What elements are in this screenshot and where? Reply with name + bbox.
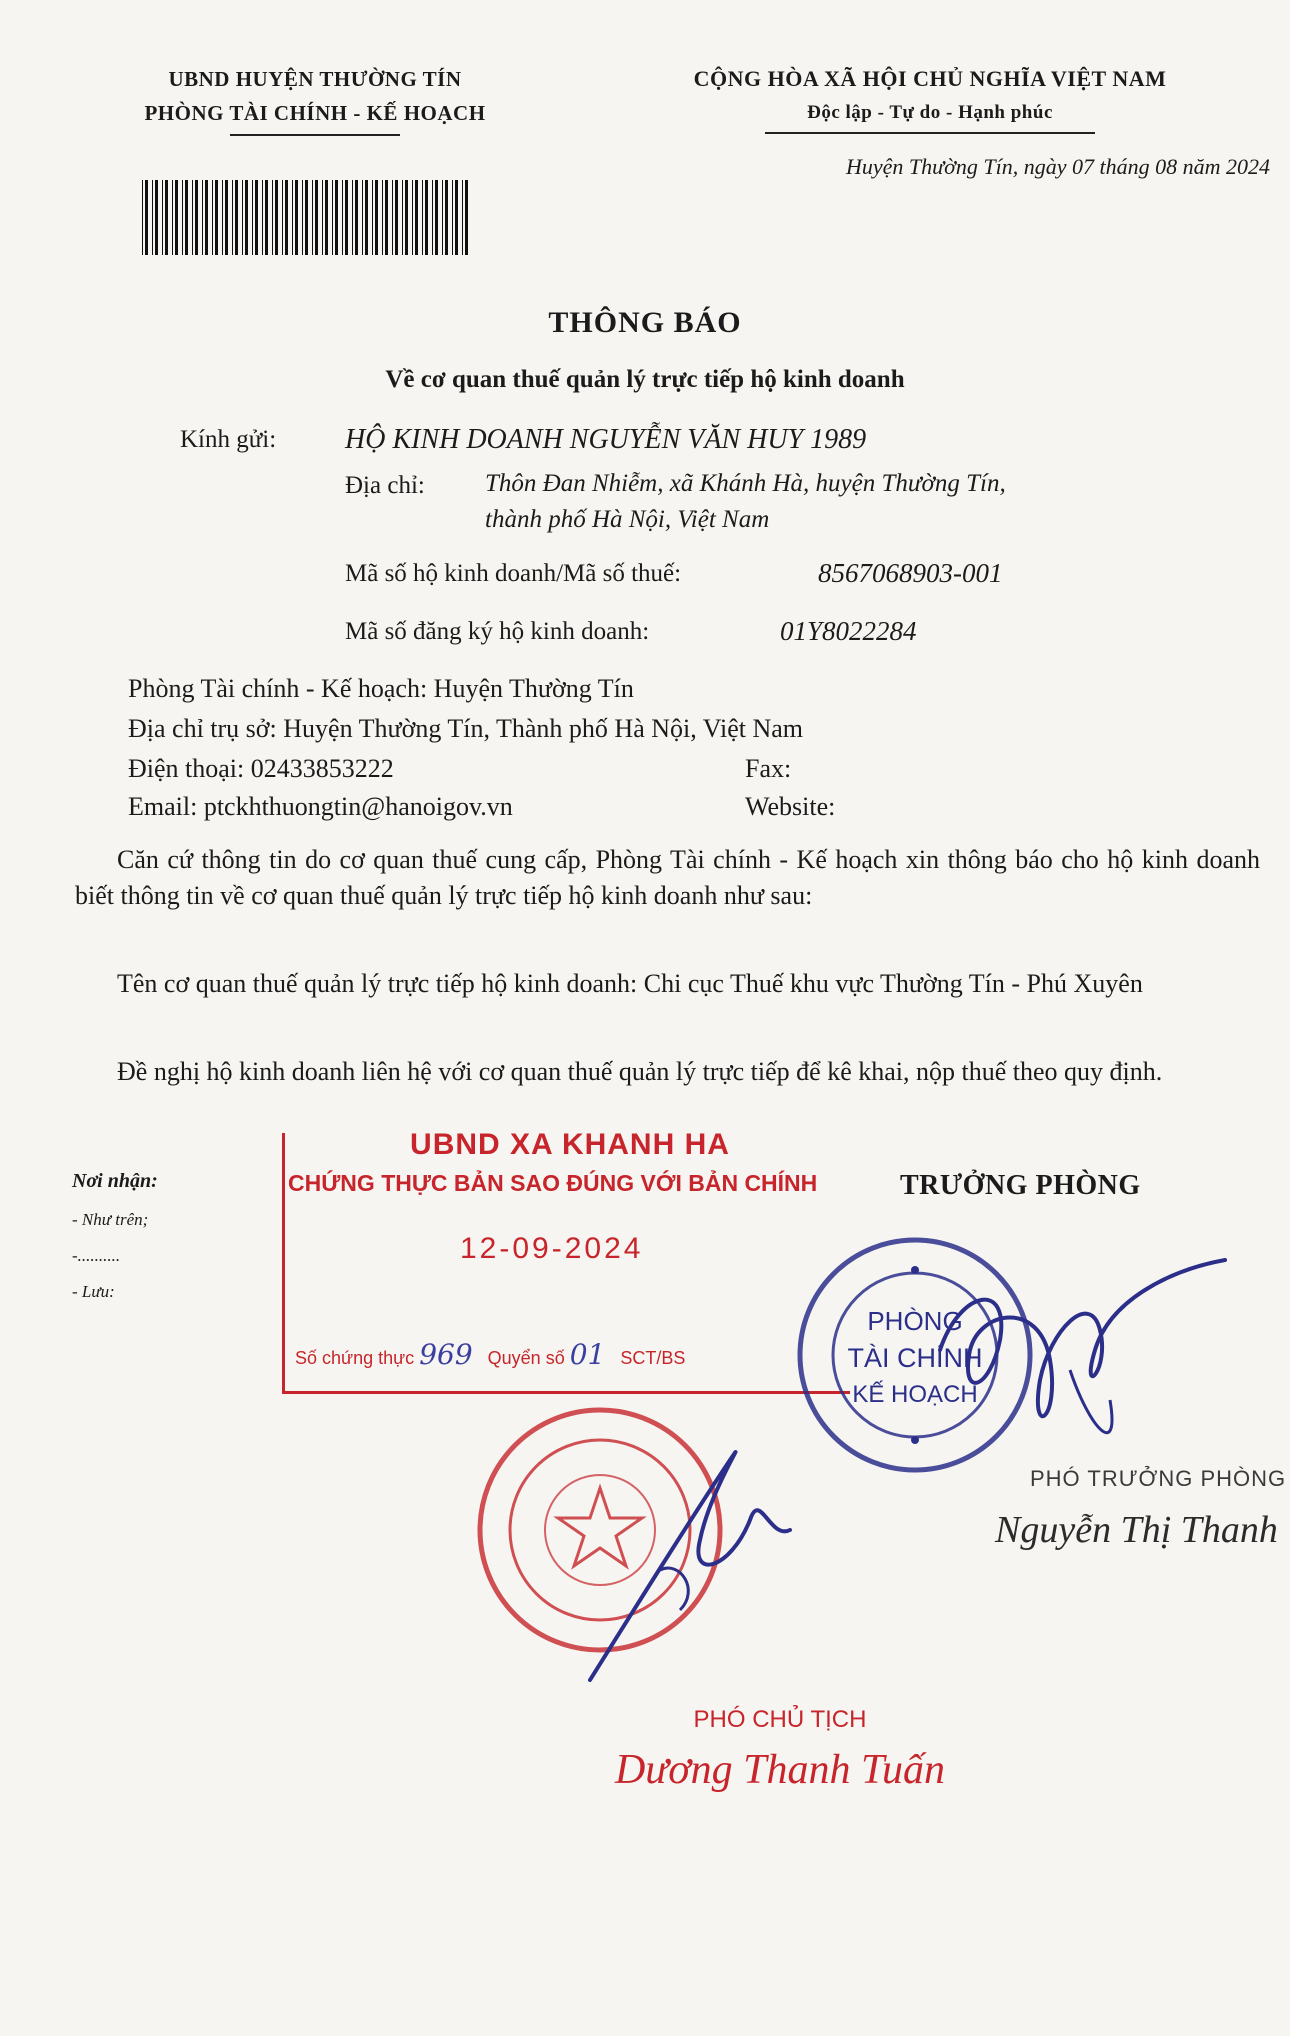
cert-book-label: Quyển số <box>487 1348 565 1368</box>
document-subtitle: Về cơ quan thuế quản lý trực tiếp hộ kinh doanh <box>385 366 905 393</box>
recipient-address-label: Địa chỉ: <box>345 472 425 499</box>
seal-line3: KẾ HOẠCH <box>852 1381 978 1408</box>
office-email: Email: ptckhthuongtin@hanoigov.vn <box>128 792 513 821</box>
office-website: Website: <box>745 792 836 821</box>
signer-title: TRƯỞNG PHÒNG <box>900 1170 1141 1201</box>
tax-code-value: 8567068903-001 <box>818 558 1003 588</box>
body-paragraph-2: Tên cơ quan thuế quản lý trực tiếp hộ kinh doanh: Chi cục Thuế khu vực Thường Tín - Phú Xuyên <box>117 969 1143 998</box>
seal-line1: PHÒNG <box>867 1306 963 1336</box>
cert-book-value: 01 <box>569 1338 606 1371</box>
certification-stamp-numbers <box>295 1338 685 1371</box>
body-paragraph-3: Đề nghị hộ kinh doanh liên hệ với cơ quan thuế quản lý trực tiếp để kê khai, nộp thuế theo quy định. <box>117 1057 1163 1086</box>
issuer-header <box>70 62 560 136</box>
vice-chair-name: Dương Thanh Tuấn <box>614 1747 946 1793</box>
cert-number-label: Số chứng thực <box>295 1348 415 1368</box>
recipient-address-line2: thành phố Hà Nội, Việt Nam <box>485 506 770 533</box>
certification-stamp-authority: UBND XA KHANH HA <box>410 1128 730 1161</box>
national-header <box>600 62 1260 134</box>
issue-date: Huyện Thường Tín, ngày 07 tháng 08 năm 2024 <box>845 154 1270 179</box>
recipients-list-label: Nơi nhận: <box>72 1170 158 1192</box>
cert-sct: SCT/BS <box>620 1348 686 1368</box>
issuer-underline <box>230 134 400 136</box>
recipient-label: Kính gửi: <box>180 426 277 453</box>
registration-value: 01Y8022284 <box>780 616 917 646</box>
deputy-head-name: Nguyễn Thị Thanh <box>995 1509 1278 1551</box>
office-name: Phòng Tài chính - Kế hoạch: Huyện Thường Tín <box>128 674 634 703</box>
deputy-head-title: PHÓ TRƯỞNG PHÒNG <box>1030 1466 1287 1491</box>
issuer-line1: UBND HUYỆN THƯỜNG TÍN <box>168 67 462 91</box>
office-phone: Điện thoại: 02433853222 <box>128 754 394 783</box>
office-fax: Fax: <box>745 754 792 783</box>
recipients-item-3: - Lưu: <box>72 1282 115 1301</box>
national-title: CỘNG HÒA XÃ HỘI CHỦ NGHĨA VIỆT NAM <box>693 66 1167 91</box>
national-motto: Độc lập - Tự do - Hạnh phúc <box>807 102 1053 123</box>
certification-stamp-date: 12-09-2024 <box>460 1232 644 1265</box>
barcode-icon <box>142 180 477 255</box>
head-signature-icon <box>920 1230 1240 1470</box>
recipient-address-line1: Thôn Đan Nhiễm, xã Khánh Hà, huyện Thường Tín, <box>485 470 1006 497</box>
cert-number-value: 969 <box>419 1338 473 1371</box>
motto-underline <box>765 132 1095 134</box>
vice-chair-title: PHÓ CHỦ TỊCH <box>693 1706 867 1733</box>
seal-line2: TÀI CHÍNH <box>847 1343 983 1373</box>
recipient-name: HỘ KINH DOANH NGUYỄN VĂN HUY 1989 <box>345 424 867 455</box>
office-address: Địa chỉ trụ sở: Huyện Thường Tín, Thành phố Hà Nội, Việt Nam <box>128 714 804 743</box>
registration-label: Mã số đăng ký hộ kinh doanh: <box>345 618 650 645</box>
recipients-item-1: - Như trên; <box>72 1210 149 1229</box>
body-paragraph-1: Căn cứ thông tin do cơ quan thuế cung cấp, Phòng Tài chính - Kế hoạch xin thông báo cho hộ kinh doanh biết thông tin về cơ quan thuế quản lý trực tiếp hộ kinh doanh như sau: <box>75 845 1260 910</box>
recipients-item-2: -.......... <box>72 1246 121 1265</box>
certification-stamp-text: CHỨNG THỰC BẢN SAO ĐÚNG VỚI BẢN CHÍNH <box>288 1170 818 1196</box>
issuer-line2: PHÒNG TÀI CHÍNH - KẾ HOẠCH <box>144 101 486 125</box>
vice-chair-signature-icon <box>560 1380 840 1700</box>
tax-code-label: Mã số hộ kinh doanh/Mã số thuế: <box>345 560 682 587</box>
document-title: THÔNG BÁO <box>548 306 742 339</box>
